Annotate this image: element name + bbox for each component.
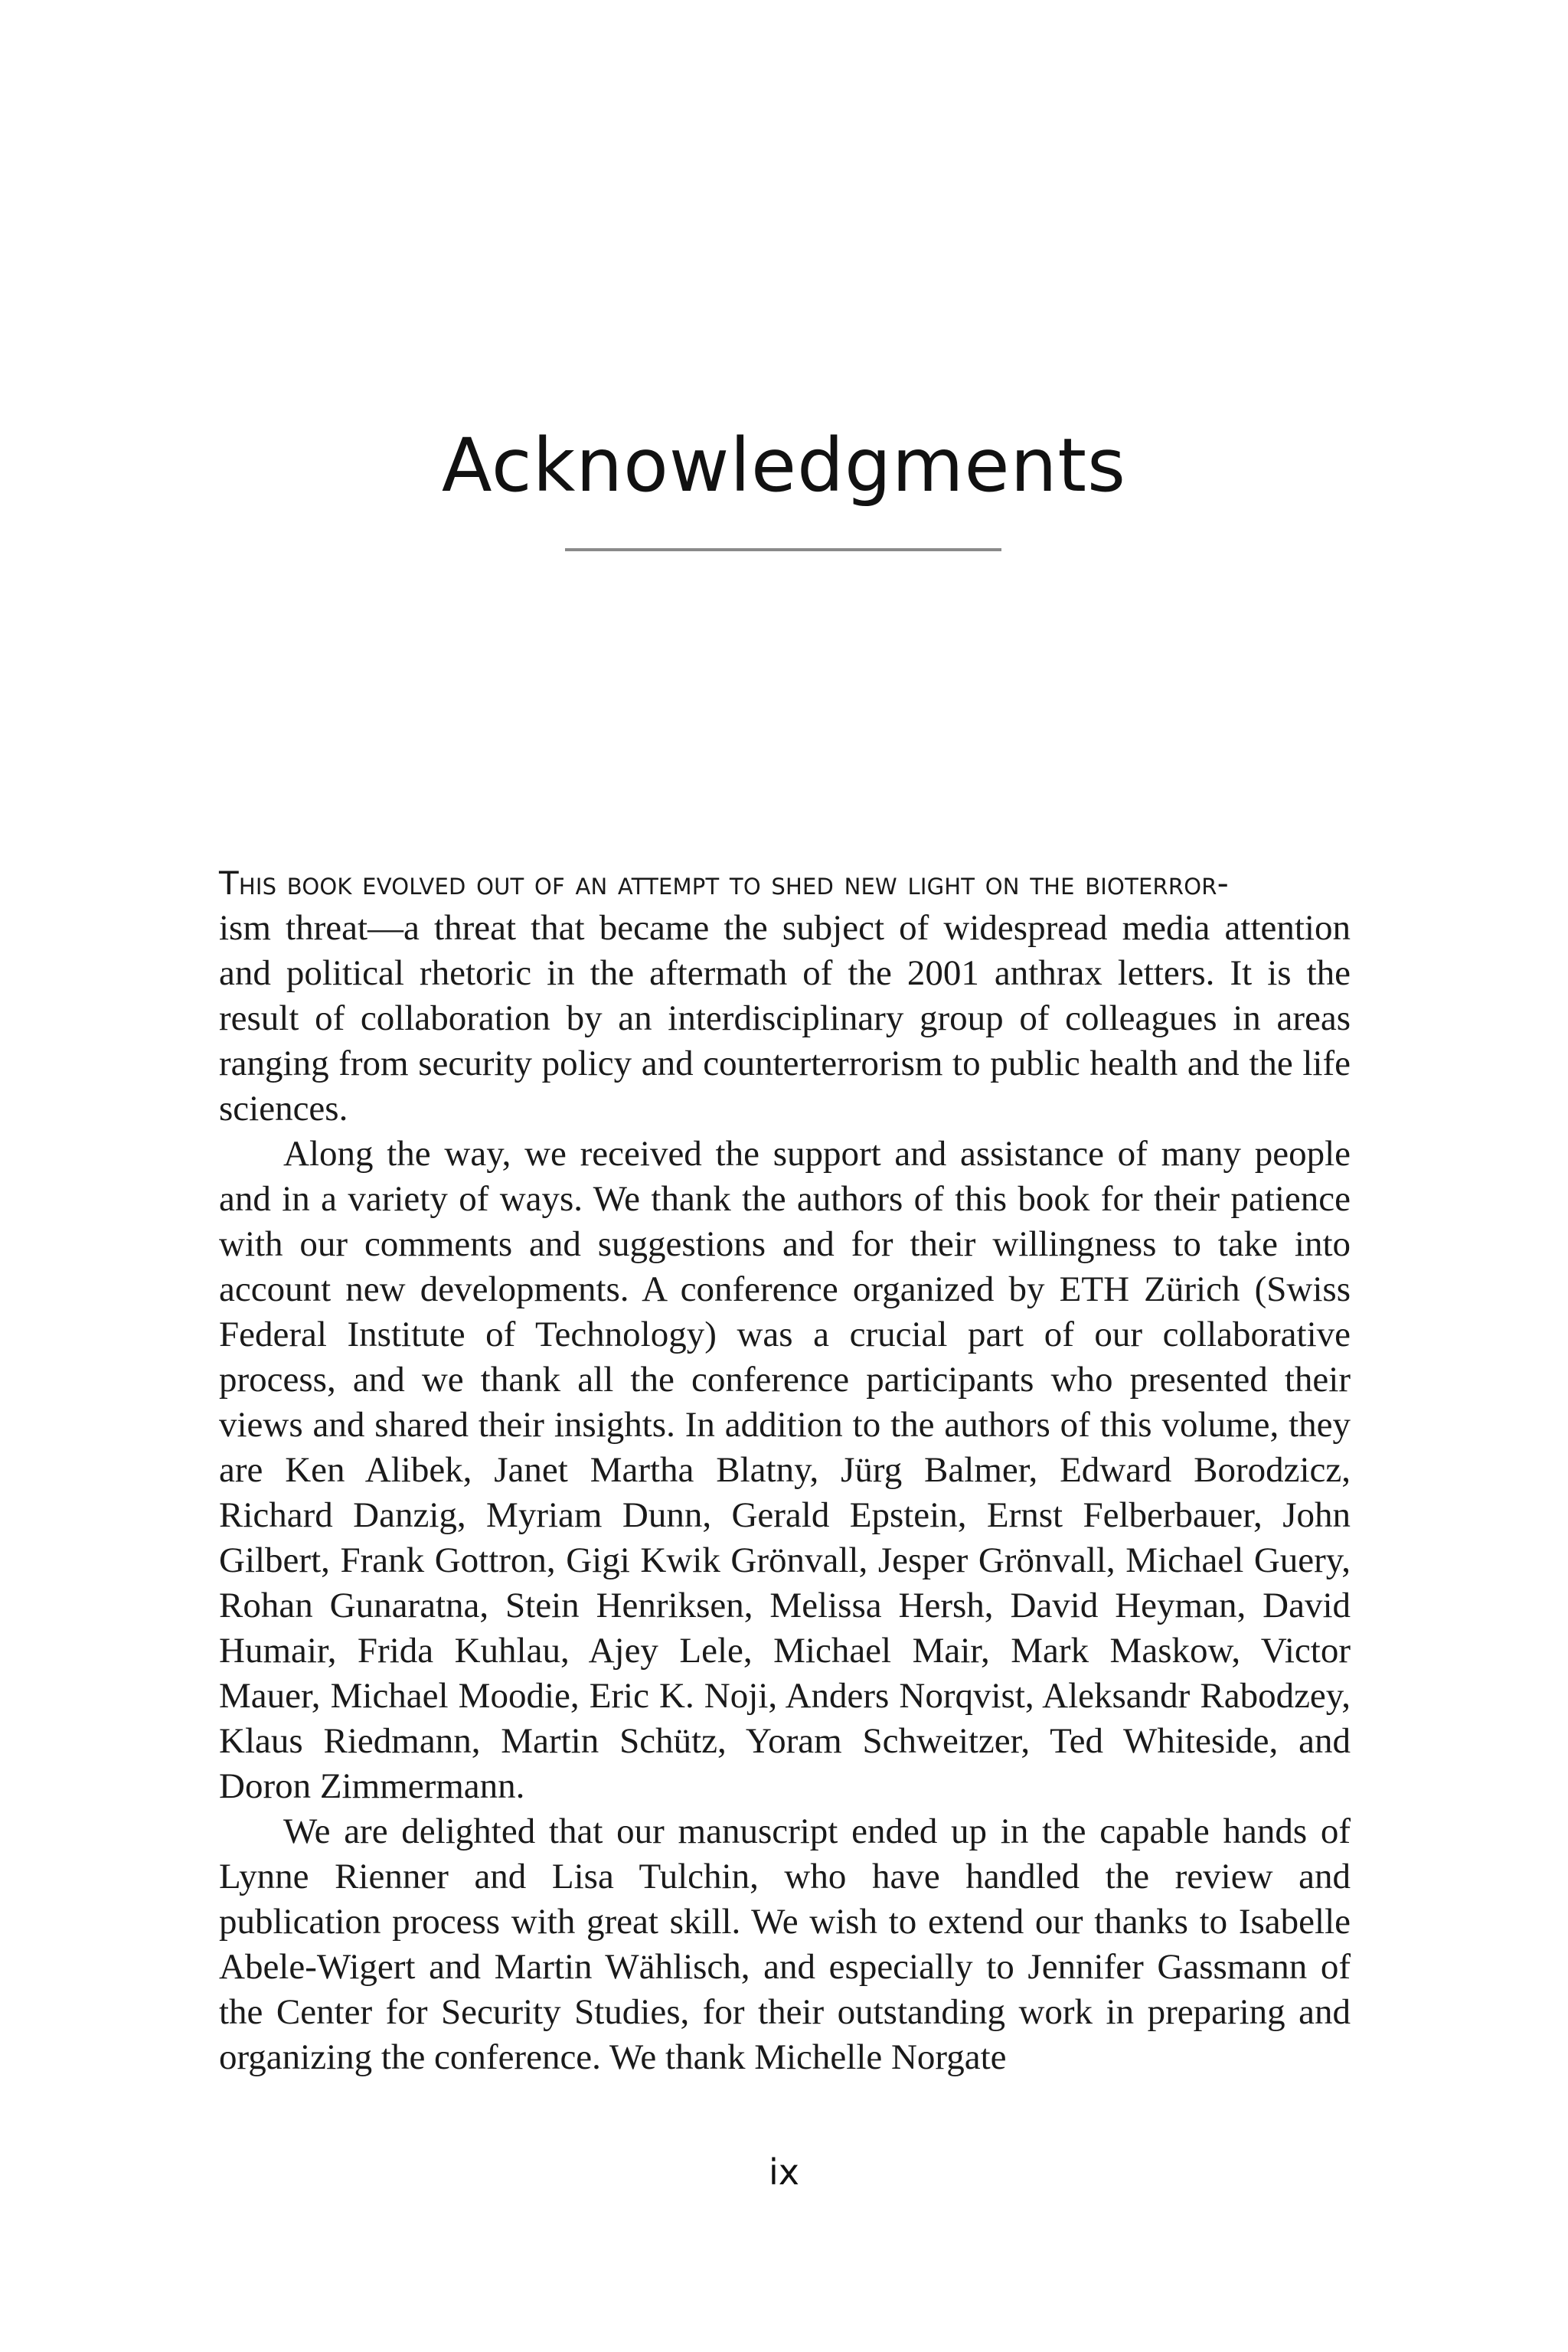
page-number: ix xyxy=(768,2151,799,2193)
paragraph-lead-in: This book evolved out of an attempt to shed new light on the bioterror- xyxy=(219,864,1229,902)
paragraph-text: ism threat—a threat that became the subject of widespread media attention and political rhetoric in the aftermath of the 2001 anthrax letters. It is the result of collaboration by an interdisciplinary group of colleagues in areas ranging from security policy and counterterrorism to public health and the life sciences. xyxy=(219,908,1351,1129)
paragraph: Along the way, we received the support and assistance of many people and in a variety of ways. We thank the authors of this book for their patience with our comments and suggestions and for their willingness to take into account new developments. A conference organized by ETH Zürich (Swiss Federal Institute of Technology) was a crucial part of our collaborative process, and we thank all the conference participants who presented their views and shared their insights. In addition to the authors of this volume, they are Ken Alibek, Janet Martha Blatny, Jürg Balmer, Edward Borodzicz, Richard Danzig, Myriam Dunn, Gerald Epstein, Ernst Felberbauer, John Gilbert, Frank Gottron, Gigi Kwik Grönvall, Jesper Grönvall, Michael Guery, Rohan Gunaratna, Stein Henriksen, Melissa Hersh, David Heyman, David Humair, Frida Kuhlau, Ajey Lele, Michael Mair, Mark Maskow, Victor Mauer, Michael Moodie, Eric K. Noji, Anders Norqvist, Aleksandr Rabodzey, Klaus Riedmann, Martin Schütz, Yoram Schweitzer, Ted Whiteside, and Doron Zimmermann. xyxy=(219,1134,1351,1806)
paragraph: We are delighted that our manuscript ended up in the capable hands of Lynne Rienner and Lisa Tulchin, who have handled the review and publication process with great skill. We wish to extend our thanks to Isabelle Abele-Wigert and Martin Wählisch, and especially to Jennifer Gassmann of the Center for Security Studies, for their outstanding work in preparing and organizing the conference. We thank Michelle Norgate xyxy=(219,1811,1351,2077)
paragraph xyxy=(219,861,1351,1132)
title-divider xyxy=(565,548,1001,551)
page-title: Acknowledgments xyxy=(441,423,1127,508)
acknowledgments-body xyxy=(219,861,1351,2080)
